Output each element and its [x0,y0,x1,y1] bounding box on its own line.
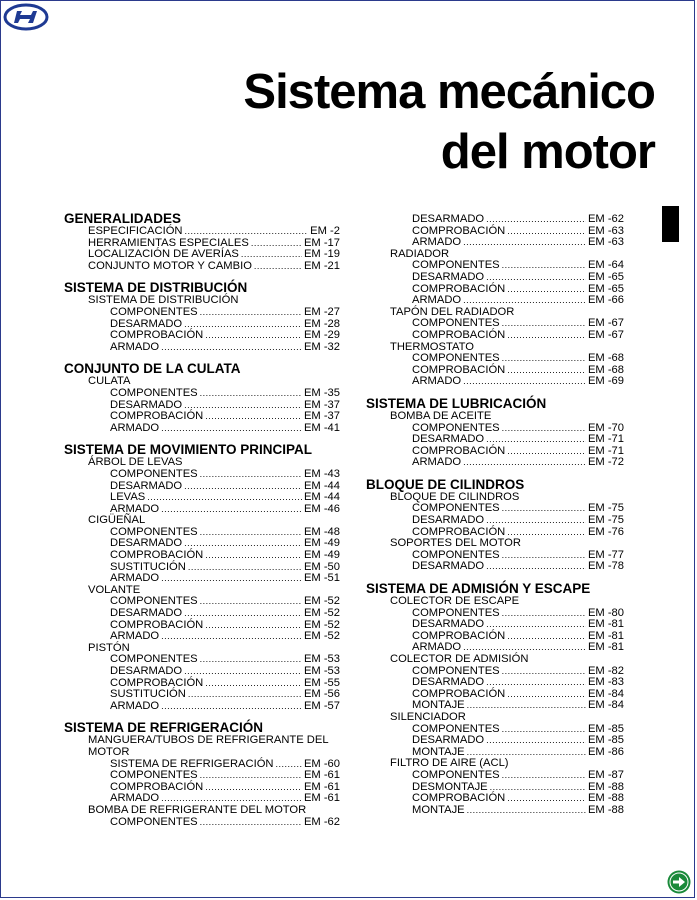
toc-entry-label: DESARMADO [412,514,485,527]
toc-entry-page: EM -68 [587,363,624,376]
toc-entry[interactable] [366,735,624,747]
dot-leader [463,237,586,249]
toc-entry[interactable] [366,423,624,435]
toc-entry-label: COMPONENTES [412,502,500,515]
toc-entry-page: EM -48 [303,525,340,538]
toc-entry-label: ARMADO [412,294,462,307]
dot-leader [205,330,302,342]
hyundai-logo-icon[interactable] [3,3,49,31]
toc-entry-page: EM -44 [303,491,340,504]
dot-leader [502,724,586,736]
toc-subheading[interactable]: CIGÜEÑAL [88,514,146,527]
toc-entry-label: COMPROBACIÓN [412,525,506,538]
toc-subheading[interactable]: FILTRO DE AIRE (ACL) [390,757,509,770]
dot-leader [502,608,586,620]
toc-entry-label: COMPROBACIÓN [110,410,204,423]
toc-entry[interactable] [64,492,340,504]
dot-leader [161,342,302,354]
dot-leader [502,550,586,562]
toc-entry-label: SUSTITUCIÓN [110,688,186,701]
toc-entry-label: COMPONENTES [110,305,198,318]
toc-entry-page: EM -51 [303,572,340,585]
toc-entry-label: DESARMADO [412,433,485,446]
toc-entry-label: COMPONENTES [412,352,500,365]
toc-entry-page: EM -62 [303,815,340,828]
toc-entry[interactable] [64,261,340,273]
toc-entry[interactable] [64,596,340,608]
toc-entry-label: DESARMADO [412,734,485,747]
toc-entry-page: EM -21 [303,259,340,272]
dot-leader [486,515,586,527]
toc-entry-label: DESARMADO [412,676,485,689]
toc-entry-label: COMPROBACIÓN [110,676,204,689]
toc-entry-page: EM -53 [303,665,340,677]
dot-leader [185,226,309,238]
toc-entry[interactable] [366,260,624,272]
toc-entry[interactable] [64,654,340,666]
toc-entry-label: COMPONENTES [412,421,500,434]
toc-entry-page: EM -2 [310,225,340,237]
toc-entry-label: MONTAJE [412,803,465,816]
toc-subheading[interactable]: PISTÓN [88,641,130,654]
toc-entry-page: EM -81 [587,641,624,654]
toc-entry[interactable] [64,689,340,701]
toc-entry[interactable] [366,550,624,562]
toc-entry-label: DESMONTAJE [412,780,488,793]
dot-leader [200,388,302,400]
toc-entry-page: EM -29 [303,329,340,342]
toc-entry-label: COMPROBACIÓN [412,328,506,341]
toc-entry-label: COMPONENTES [110,525,198,538]
toc-entry-label: COMPROBACIÓN [412,224,506,237]
toc-entry-label: ARMADO [412,375,462,388]
toc-entry[interactable] [64,620,340,632]
toc-entry-label: ARMADO [110,502,160,515]
toc-entry-page: EM -71 [587,444,624,457]
dot-leader [502,353,586,365]
toc-entry[interactable] [366,353,624,365]
toc-entry-page: EM -27 [303,305,340,318]
toc-entry-label: COMPONENTES [110,595,198,608]
toc-entry-label: COMPONENTES [110,386,198,399]
dot-leader [507,793,586,805]
dot-leader [161,573,302,585]
dot-leader [502,260,586,272]
toc-entry-label: COMPROBACIÓN [110,780,204,793]
dot-leader [200,596,302,608]
toc-entry-page: EM -71 [587,433,624,446]
toc-subheading[interactable]: BOMBA DE REFRIGERANTE DEL MOTOR [88,803,307,816]
toc-entry-label: DESARMADO [412,213,485,225]
toc-entry[interactable] [64,469,340,481]
toc-entry[interactable] [64,550,340,562]
toc-entry-page: EM -57 [303,699,340,712]
toc-entry-label: SUSTITUCIÓN [110,560,186,573]
toc-entry-label: DESARMADO [412,618,485,631]
toc-entry-page: EM -75 [587,514,624,527]
toc-entry-page: EM -88 [587,803,624,816]
dot-leader [507,446,586,458]
toc-entry-label: COMPONENTES [412,606,500,619]
toc-entry-page: EM -83 [587,676,624,689]
toc-entry[interactable] [366,226,624,238]
toc-column-left [64,212,340,828]
toc-entry[interactable] [64,481,340,493]
toc-entry-label: COMPROBACIÓN [412,629,506,642]
dot-leader [200,770,302,782]
toc-subheading[interactable]: THERMOSTATO [390,340,474,353]
toc-entry-page: EM -70 [587,421,624,434]
toc-entry-label: ARMADO [110,630,160,643]
toc-entry-label: COMPONENTES [110,467,198,480]
toc-entry-page: EM -52 [303,618,340,631]
toc-entry-label: COMPROBACIÓN [412,792,506,805]
toc-entry-page: EM -43 [303,467,340,480]
toc-entry-page: EM -52 [303,607,340,620]
dot-leader [486,434,586,446]
dot-leader [184,666,302,678]
toc-entry-page: EM -19 [303,248,340,261]
toc-entry[interactable] [366,770,624,782]
toc-entry-label: SISTEMA DE REFRIGERACIÓN [110,757,274,770]
toc-entry[interactable] [64,330,340,342]
dot-leader [205,782,302,794]
dot-leader [507,365,586,377]
dot-leader [200,527,302,539]
toc-entry-label: ARMADO [110,340,160,353]
toc-entry-label: COMPONENTES [412,259,500,272]
toc-entry-page: EM -37 [303,398,340,411]
dot-leader [200,817,302,829]
toc-entry-label: COMPONENTES [110,653,198,666]
page-title-line2: del motor [440,125,655,179]
toc-entry-page: EM -84 [587,699,624,712]
toc-entry-page: EM -65 [587,282,624,295]
toc-entry-page: EM -86 [587,745,624,758]
toc-entry[interactable] [366,457,624,469]
toc-entry-label: DESARMADO [110,398,183,411]
toc-section-heading[interactable]: SISTEMA DE ADMISIÓN Y ESCAPE [366,581,591,597]
toc-subheading[interactable]: VOLANTE [88,583,141,596]
dot-leader [507,689,586,701]
dot-leader [486,735,586,747]
toc-entry[interactable] [366,793,624,805]
toc-entry-page: EM -35 [303,386,340,399]
toc-entry[interactable] [366,503,624,515]
toc-entry[interactable] [366,284,624,296]
toc-entry[interactable] [64,666,340,678]
dot-leader [507,226,586,238]
dot-leader [254,261,302,273]
dot-leader [507,631,586,643]
dot-leader [502,503,586,515]
dot-leader [161,631,302,643]
toc-entry[interactable] [366,214,624,226]
toc-entry-label: DESARMADO [412,560,485,573]
toc-entry[interactable] [366,666,624,678]
toc-entry-page: EM -61 [303,769,340,782]
dot-leader [161,423,302,435]
toc-section-heading[interactable]: BLOQUE DE CILINDROS [366,476,525,492]
toc-entry-page: EM -17 [303,236,340,249]
dot-leader [200,654,302,666]
dot-leader [502,666,586,678]
toc-subheading[interactable]: COLECTOR DE ESCAPE [390,595,520,608]
toc-entry[interactable] [64,562,340,574]
dot-leader [463,376,586,388]
dot-leader [486,214,586,226]
toc-entry-page: EM -84 [587,687,624,700]
toc-entry[interactable] [64,817,340,829]
toc-entry-page: EM -32 [303,340,340,353]
toc-entry-label: COMPONENTES [110,815,198,828]
toc-entry-page: EM -75 [587,502,624,515]
toc-entry-label: CONJUNTO MOTOR Y CAMBIO [88,259,252,272]
toc-entry-label: ARMADO [412,456,462,469]
toc-subheading[interactable]: TAPÓN DEL RADIADOR [390,305,515,318]
toc-subheading[interactable]: SOPORTES DEL MOTOR [390,537,521,550]
toc-entry-label: COMPONENTES [412,768,500,781]
dot-leader [161,701,302,713]
toc-entry[interactable] [64,782,340,794]
toc-entry-label: ARMADO [412,236,462,249]
toc-entry-page: EM -85 [587,722,624,735]
toc-entry[interactable] [64,527,340,539]
toc-entry-page: EM -67 [587,328,624,341]
dot-leader [507,330,586,342]
toc-entry[interactable] [366,295,624,307]
toc-section-heading[interactable]: GENERALIDADES [64,211,182,226]
toc-entry-page: EM -49 [303,549,340,562]
toc-entry-page: EM -53 [303,653,340,666]
toc-column-right [366,214,624,816]
toc-entry[interactable] [366,330,624,342]
toc-subheading[interactable]: ÁRBOL DE LEVAS [88,456,183,469]
toc-entry-page: EM -78 [587,560,624,573]
toc-entry[interactable] [366,724,624,736]
toc-entry[interactable] [366,608,624,620]
toc-entry[interactable] [64,226,340,238]
toc-entry-label: COMPROBACIÓN [412,282,506,295]
toc-entry-page: EM -46 [303,502,340,515]
toc-entry-label: DESARMADO [110,479,183,492]
dot-leader [467,700,586,712]
dot-leader [200,307,302,319]
toc-entry-page: EM -69 [587,375,624,388]
toc-entry-page: EM -76 [587,525,624,538]
toc-entry-label: MONTAJE [412,699,465,712]
toc-entry-page: EM -37 [303,410,340,423]
toc-entry-page: EM -50 [303,560,340,573]
toc-entry-label: MONTAJE [412,745,465,758]
dot-leader [205,678,302,690]
toc-entry-label: ARMADO [110,792,160,805]
toc-entry-page: EM -77 [587,548,624,561]
toc-entry-page: EM -66 [587,294,624,307]
toc-entry-page: EM -80 [587,606,624,619]
toc-entry-label: DESARMADO [110,537,183,550]
toc-entry[interactable] [64,307,340,319]
toc-entry-page: EM -52 [303,595,340,608]
toc-entry[interactable] [366,631,624,643]
toc-entry-label: COMPROBACIÓN [110,549,204,562]
toc-entry[interactable] [366,561,624,573]
toc-entry-label: ARMADO [110,421,160,434]
toc-entry-page: EM -81 [587,618,624,631]
toc-entry[interactable] [366,446,624,458]
toc-entry-label: COMPONENTES [412,722,500,735]
dot-leader [205,620,302,632]
dot-leader [507,284,586,296]
toc-subheading[interactable]: CULATA [88,375,131,388]
toc-entry-page: EM -63 [587,236,624,249]
dot-leader [200,469,302,481]
toc-section-heading[interactable]: SISTEMA DE DISTRIBUCIÓN [64,280,248,296]
toc-entry-page: EM -55 [303,676,340,689]
dot-leader [502,423,586,435]
toc-entry[interactable] [366,515,624,527]
dot-leader [184,481,302,493]
dot-leader [188,562,302,574]
toc-entry[interactable] [64,411,340,423]
toc-entry-label: ARMADO [412,641,462,654]
toc-entry-page: EM -61 [303,780,340,793]
toc-entry[interactable] [64,423,340,435]
toc-entry-page: EM -49 [303,537,340,550]
toc-entry-page: EM -68 [587,352,624,365]
toc-entry-label: COMPROBACIÓN [412,363,506,376]
toc-entry-page: EM -65 [587,270,624,283]
toc-entry-label: ARMADO [110,699,160,712]
toc-entry[interactable] [64,770,340,782]
toc-entry-label: COMPROBACIÓN [412,444,506,457]
toc-entry-label: HERRAMIENTAS ESPECIALES [88,236,249,249]
dot-leader [205,550,302,562]
toc-entry[interactable] [366,272,624,284]
toc-entry-label: DESARMADO [110,665,183,677]
toc-subheading[interactable]: RADIADOR [390,247,450,260]
dot-leader [188,689,302,701]
toc-entry[interactable] [64,388,340,400]
toc-entry-page: EM -85 [587,734,624,747]
toc-subheading[interactable]: MANGUERA/TUBOS DE REFRIGERANTE DEL [88,734,329,747]
toc-subheading[interactable]: BLOQUE DE CILINDROS [390,490,520,503]
toc-entry-page: EM -63 [587,224,624,237]
toc-entry[interactable] [366,689,624,701]
toc-entry-page: EM -88 [587,780,624,793]
dot-leader [463,457,586,469]
dot-leader [463,295,586,307]
toc-entry-page: EM -82 [587,664,624,677]
toc-entry-page: EM -41 [303,421,340,434]
toc-entry-label: COMPONENTES [110,769,198,782]
dot-leader [502,318,586,330]
toc-entry-page: EM -81 [587,629,624,642]
toc-entry-page: EM -67 [587,317,624,330]
toc-section-heading[interactable]: SISTEMA DE LUBRICACIÓN [366,395,547,411]
toc-entry[interactable] [366,805,624,817]
dot-leader [251,238,302,250]
toc-entry-page: EM -64 [587,259,624,272]
dot-leader [486,272,586,284]
toc-entry-page: EM -87 [587,768,624,781]
toc-entry[interactable] [366,434,624,446]
toc-section-heading[interactable]: CONJUNTO DE LA CULATA [64,361,241,377]
toc-subheading[interactable]: SISTEMA DE DISTRIBUCIÓN [88,294,239,307]
toc-entry-page: EM -44 [303,479,340,492]
toc-entry-label: COMPROBACIÓN [110,618,204,631]
toc-section-heading[interactable]: SISTEMA DE MOVIMIENTO PRINCIPAL [64,442,313,458]
toc-entry-label: COMPROBACIÓN [110,329,204,342]
dot-leader [184,608,302,620]
toc-entry-page: EM -62 [587,213,624,225]
dot-leader [205,411,302,423]
toc-entry-label: ARMADO [110,572,160,585]
dot-leader [161,504,302,516]
toc-entry-page: EM -56 [303,688,340,701]
toc-entry-label: COMPONENTES [412,317,500,330]
toc-subheading[interactable]: SILENCIADOR [390,710,466,723]
page-title-line1: Sistema mecánico [243,65,655,119]
toc-entry[interactable] [366,365,624,377]
toc-subheading[interactable]: COLECTOR DE ADMISIÓN [390,653,529,665]
toc-entry-page: EM -60 [303,757,340,770]
toc-entry[interactable] [64,678,340,690]
toc-entry[interactable] [64,342,340,354]
dot-leader [276,759,302,771]
toc-entry[interactable] [64,759,340,771]
toc-entry[interactable] [64,701,340,713]
dot-leader [147,492,302,504]
toc-entry-label: ESPECIFICACIÓN [88,225,183,237]
toc-entry-label: LOCALIZACIÓN DE AVERÍAS [88,248,239,261]
dot-leader [502,770,586,782]
toc-entry[interactable] [64,608,340,620]
toc-entry-label: DESARMADO [110,317,183,330]
toc-entry-page: EM -52 [303,630,340,643]
toc-subheading[interactable]: MOTOR [88,745,130,758]
toc-entry-page: EM -88 [587,792,624,805]
toc-subheading[interactable]: BOMBA DE ACEITE [390,409,492,422]
toc-entry-label: COMPONENTES [412,548,500,561]
toc-entry-label: DESARMADO [412,270,485,283]
toc-entry-label: DESARMADO [110,607,183,620]
dot-leader [467,805,586,817]
toc-entry-label: LEVAS [110,491,146,504]
next-page-button[interactable] [667,870,691,894]
section-tab-marker [662,206,679,242]
dot-leader [486,561,586,573]
toc-entry-page: EM -28 [303,317,340,330]
toc-entry[interactable] [366,376,624,388]
toc-section-heading[interactable]: SISTEMA DE REFRIGERACIÓN [64,720,264,736]
toc-entry-page: EM -61 [303,792,340,805]
toc-entry-label: COMPONENTES [412,664,500,677]
toc-entry-label: COMPROBACIÓN [412,687,506,700]
toc-entry-page: EM -72 [587,456,624,469]
